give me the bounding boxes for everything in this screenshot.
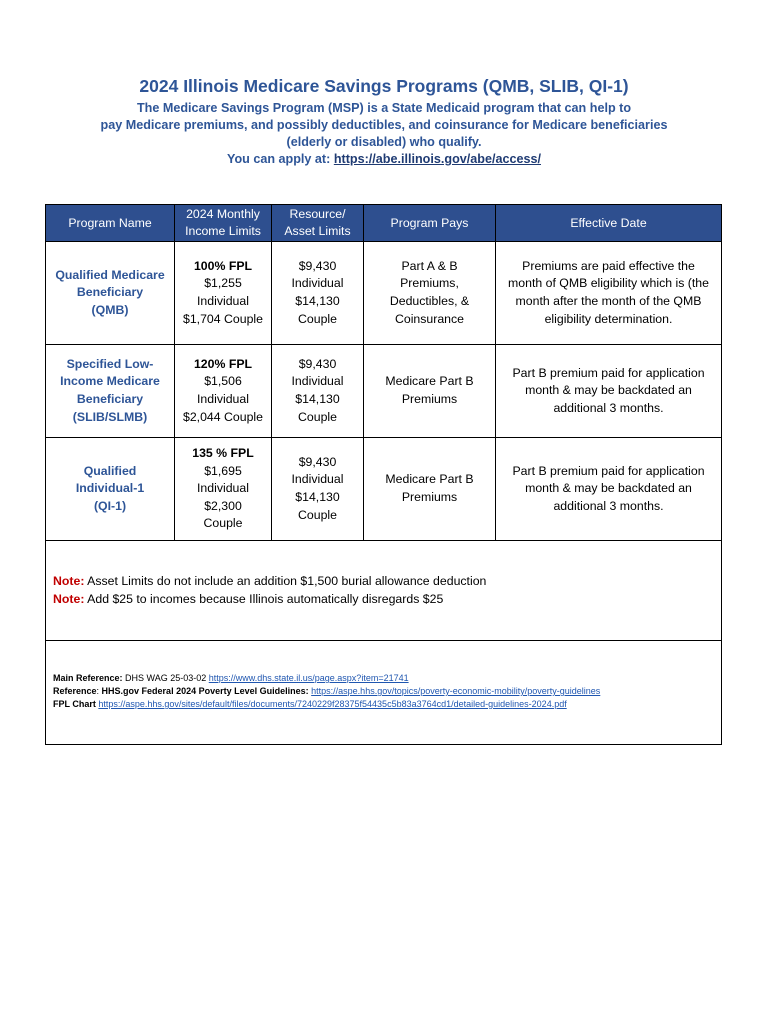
program-name-cell: Qualified Individual-1 (QI-1) [46, 438, 175, 541]
references-box [45, 640, 722, 745]
table-header-row [46, 205, 722, 242]
income-limit-cell: 120% FPL $1,506 Individual $2,044 Couple [175, 345, 272, 438]
msp-table [45, 204, 722, 541]
program-pays-cell: Medicare Part B Premiums [364, 438, 496, 541]
document-header [0, 76, 768, 168]
table-row [46, 438, 722, 541]
reference-text: : [96, 686, 102, 696]
hhs-reference-line [53, 685, 600, 698]
apply-line [0, 151, 768, 168]
col-header-asset-limits: Resource/ Asset Limits [272, 205, 364, 242]
asset-limit-cell: $9,430 Individual $14,130 Couple [272, 345, 364, 438]
program-name-cell: Qualified Medicare Beneficiary (QMB) [46, 242, 175, 345]
page-title: 2024 Illinois Medicare Savings Programs (QMB, SLIB, QI-1) [139, 76, 629, 96]
table-row [46, 345, 722, 438]
effective-date-cell: Part B premium paid for application month & may be backdated an additional 3 months. [496, 438, 722, 541]
income-limit-cell: 135 % FPL $1,695 Individual $2,300 Couple [175, 438, 272, 541]
effective-date-cell: Premiums are paid effective the month of QMB eligibility which is (the month after the month of the QMB eligibility determination. [496, 242, 722, 345]
reference-label: Main Reference: [53, 673, 123, 683]
program-name-cell: Specified Low- Income Medicare Beneficiary (SLIB/SLMB) [46, 345, 175, 438]
fpl-chart-line [53, 698, 567, 711]
col-header-effective-date: Effective Date [496, 205, 722, 242]
reference-text: DHS WAG 25-03-02 [122, 673, 209, 683]
intro-line-1: The Medicare Savings Program (MSP) is a State Medicaid program that can help to [136, 101, 632, 115]
note-label: Note: [53, 574, 85, 588]
note-text: Add $25 to incomes because Illinois automatically disregards $25 [84, 592, 444, 606]
col-header-income-limits: 2024 Monthly Income Limits [175, 205, 272, 242]
note-line [53, 590, 443, 608]
program-pays-cell: Part A & B Premiums, Deductibles, & Coinsurance [364, 242, 496, 345]
fpl-chart-link[interactable]: https://aspe.hhs.gov/sites/default/files/documents/7240229f28375f54435c5b83a3764cd1/detailed-guidelines-2024.pdf [98, 699, 567, 709]
income-limit-cell: 100% FPL $1,255 Individual $1,704 Couple [175, 242, 272, 345]
table-row [46, 242, 722, 345]
note-text: Asset Limits do not include an addition $1,500 burial allowance deduction [84, 574, 487, 588]
main-reference-line [53, 672, 409, 685]
notes-box [45, 538, 722, 641]
asset-limit-cell: $9,430 Individual $14,130 Couple [272, 438, 364, 541]
reference-label: FPL Chart [53, 699, 96, 709]
reference-title: HHS.gov Federal 2024 Poverty Level Guidelines: [101, 686, 309, 696]
dhs-reference-link[interactable]: https://www.dhs.state.il.us/page.aspx?item=21741 [208, 673, 409, 683]
col-header-program-pays: Program Pays [364, 205, 496, 242]
apply-link[interactable]: https://abe.illinois.gov/abe/access/ [333, 152, 541, 166]
note-line [53, 572, 486, 590]
program-pays-cell: Medicare Part B Premiums [364, 345, 496, 438]
reference-label: Reference [53, 686, 97, 696]
col-header-program-name: Program Name [46, 205, 175, 242]
poverty-guidelines-link[interactable]: https://aspe.hhs.gov/topics/poverty-economic-mobility/poverty-guidelines [311, 686, 601, 696]
asset-limit-cell: $9,430 Individual $14,130 Couple [272, 242, 364, 345]
intro-line-3: (elderly or disabled) who qualify. [286, 135, 482, 149]
apply-prefix: You can apply at: [226, 152, 331, 166]
intro-line-2: pay Medicare premiums, and possibly deductibles, and coinsurance for Medicare beneficiaries [100, 118, 668, 132]
effective-date-cell: Part B premium paid for application month & may be backdated an additional 3 months. [496, 345, 722, 438]
note-label: Note: [53, 592, 85, 606]
